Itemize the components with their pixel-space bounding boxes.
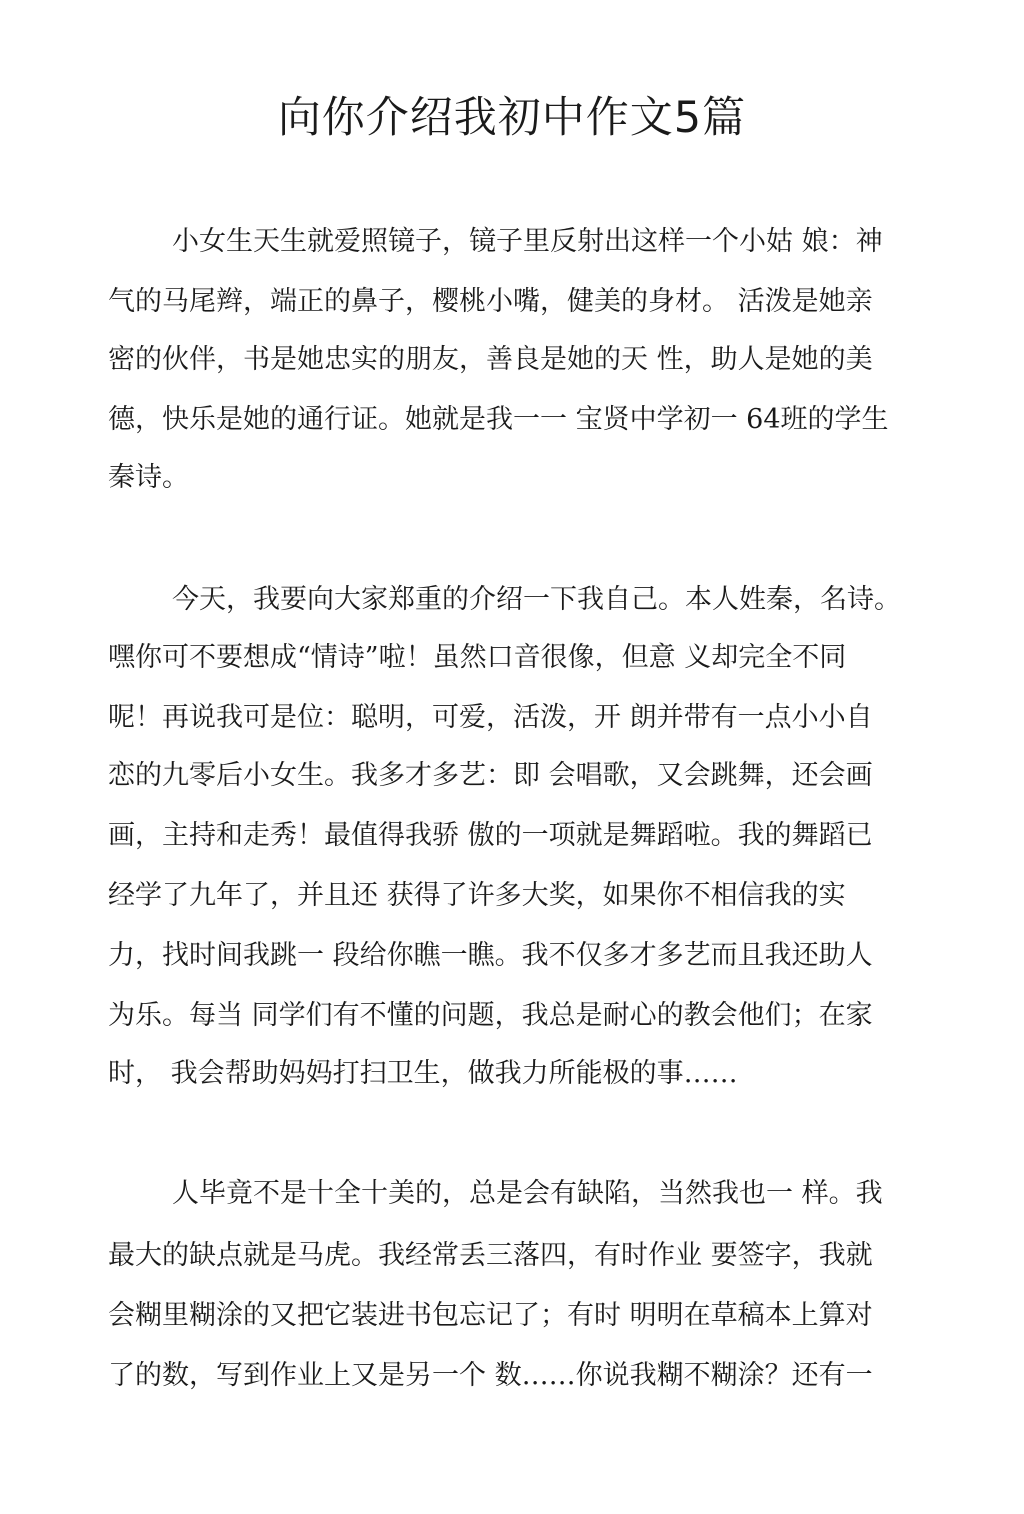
paragraph-line: 会糊里糊涂的又把它装进书包忘记了；有时 明明在草稿本上算对 xyxy=(108,1300,873,1331)
paragraph-line: 为乐。每当 同学们有不懂的问题，我总是耐心的教会他们；在家 xyxy=(108,1000,873,1031)
paragraph-line: 气的马尾辫，端正的鼻子，樱桃小嘴，健美的身材。 活泼是她亲 xyxy=(108,286,873,317)
paragraph-line: 时， 我会帮助妈妈打扫卫生，做我力所能极的事…… xyxy=(108,1058,738,1089)
paragraph-line: 嘿你可不要想成“情诗”啦！虽然口音很像，但意 义却完全不同 xyxy=(108,642,847,673)
paragraph-line: 画，主持和走秀！最值得我骄 傲的一项就是舞蹈啦。我的舞蹈已 xyxy=(108,820,873,851)
paragraph-line: 德，快乐是她的通行证。她就是我一一 宝贤中学初一 64班的学生 xyxy=(108,404,889,435)
paragraph-line: 经学了九年了，并且还 获得了许多大奖，如果你不相信我的实 xyxy=(108,880,846,911)
paragraph-line: 密的伙伴，书是她忠实的朋友，善良是她的天 性，助人是她的美 xyxy=(108,344,873,375)
paragraph-line: 秦诗。 xyxy=(108,462,189,493)
paragraph-line: 力，找时间我跳一 段给你瞧一瞧。我不仅多才多艺而且我还助人 xyxy=(108,940,873,971)
paragraph-line: 今天，我要向大家郑重的介绍一下我自己。本人姓秦，名诗。 xyxy=(172,584,901,615)
paragraph-line: 最大的缺点就是马虎。我经常丢三落四，有时作业 要签字，我就 xyxy=(108,1240,873,1271)
paragraph-line: 呢！再说我可是位：聪明，可爱，活泼，开 朗并带有一点小小自 xyxy=(108,702,873,733)
document-title: 向你介绍我初中作文5篇 xyxy=(277,93,747,143)
paragraph-line: 小女生天生就爱照镜子，镜子里反射出这样一个小姑 娘：神 xyxy=(172,226,883,257)
paragraph-line: 恋的九零后小女生。我多才多艺：即 会唱歌，又会跳舞，还会画 xyxy=(108,760,873,791)
paragraph-line: 了的数，写到作业上又是另一个 数……你说我糊不糊涂？还有一 xyxy=(108,1360,873,1391)
paragraph-line: 人毕竟不是十全十美的，总是会有缺陷，当然我也一 样。我 xyxy=(172,1178,883,1209)
